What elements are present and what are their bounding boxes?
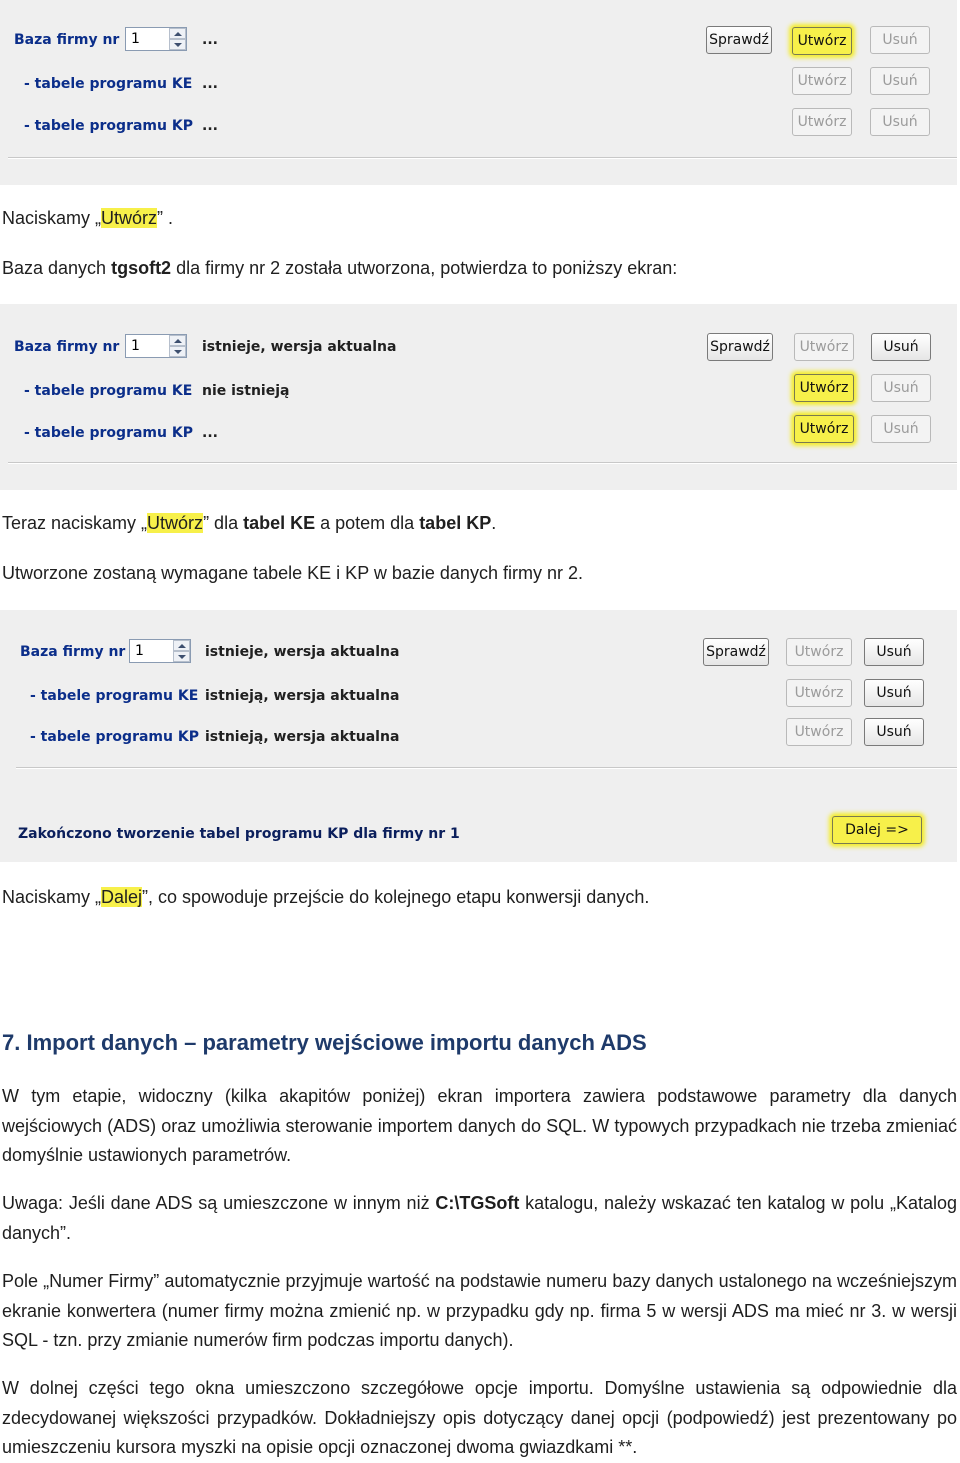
spinner-down-icon[interactable] <box>173 651 190 662</box>
create-database-button[interactable]: Utwórz <box>794 333 854 361</box>
paragraph-3 <box>2 1267 957 1356</box>
row-label-ke: - tabele programu KE <box>24 383 193 399</box>
delete-ke-button[interactable]: Usuń <box>871 374 931 402</box>
firm-number-spinner[interactable] <box>129 639 191 663</box>
check-button[interactable]: Sprawdź <box>703 638 769 666</box>
create-kp-button[interactable]: Utwórz <box>786 718 852 746</box>
text: dla firmy nr 2 została utworzona, potwierdza to poniższy ekran: <box>171 258 678 278</box>
row-status-ke: istnieją, wersja aktualna <box>205 688 400 704</box>
delete-database-button[interactable]: Usuń <box>864 638 924 666</box>
paragraph-text <box>2 1189 957 1248</box>
text: ”, co spowoduje przejście do kolejnego etapu konwersji danych. <box>142 887 650 907</box>
paragraph-text: W dolnej części tego okna umieszczono szczegółowe opcje importu. Domyślne ustawienia są odpowiednie dla zdecydowanej większości przypadków. Dokładniejszy opis dotyczący danej opcji (podpowiedź) jest prezentowany po umieszczeniu kursora myszki na opisie opcji oznaczonej dwoma gwiazdkami **. <box>2 1378 957 1457</box>
spinner-value: 1 <box>131 31 140 47</box>
spinner-down-icon[interactable] <box>169 346 186 357</box>
check-button[interactable]: Sprawdź <box>707 333 773 361</box>
highlighted-text: Utwórz <box>147 513 204 533</box>
firm-number-spinner[interactable] <box>125 334 187 358</box>
row-label-database: Baza firmy nr <box>14 32 120 48</box>
paragraph-text: W tym etapie, widoczny (kilka akapitów poniżej) ekran importera zawiera podstawowe parametry dla danych wejściowych (ADS) oraz umożliwia sterowanie importem danych do SQL. W typowych przypadkach nie trzeba zmieniać domyślnie ustawionych parametrów. <box>2 1086 957 1165</box>
row-status-database: istnieje, wersja aktualna <box>205 644 400 660</box>
spinner-up-icon[interactable] <box>173 640 190 651</box>
create-kp-button[interactable]: Utwórz <box>792 108 852 136</box>
section-heading: 7. Import danych – parametry wejściowe importu danych ADS <box>2 1030 647 1055</box>
row-status-ke: nie istnieją <box>202 383 290 399</box>
row-status-database: ... <box>202 32 218 48</box>
paragraph-1 <box>2 1082 957 1171</box>
next-button[interactable]: Dalej => <box>832 816 922 844</box>
delete-ke-button[interactable]: Usuń <box>870 67 930 95</box>
bold-text: tabel KE <box>243 513 316 533</box>
completion-message: Zakończono tworzenie tabel programu KP dla firmy nr 1 <box>18 826 460 842</box>
instruction-line-4: Utworzone zostaną wymagane tabele KE i KP w bazie danych firmy nr 2. <box>2 563 583 583</box>
bold-text: C:\TGSoft <box>435 1193 520 1213</box>
delete-kp-button[interactable]: Usuń <box>870 108 930 136</box>
text: a potem dla <box>315 513 420 533</box>
create-ke-button[interactable]: Utwórz <box>794 374 854 402</box>
row-label-kp: - tabele programu KP <box>24 118 193 134</box>
row-label-kp: - tabele programu KP <box>24 425 193 441</box>
row-label-kp: - tabele programu KP <box>30 729 199 745</box>
delete-database-button[interactable]: Usuń <box>870 26 930 54</box>
bold-text: tgsoft2 <box>111 258 172 278</box>
screenshot-panel-1 <box>0 0 957 185</box>
create-kp-button[interactable]: Utwórz <box>794 415 854 443</box>
paragraph-2 <box>2 1189 957 1248</box>
separator <box>16 767 957 768</box>
highlighted-text: Utwórz <box>101 208 158 228</box>
spinner-up-icon[interactable] <box>169 28 186 39</box>
separator <box>8 157 957 158</box>
row-status-kp: istnieją, wersja aktualna <box>205 729 400 745</box>
text: Baza danych <box>2 258 112 278</box>
spinner-value: 1 <box>135 643 144 659</box>
highlighted-text: Dalej <box>101 887 143 907</box>
row-label-ke: - tabele programu KE <box>30 688 199 704</box>
text: ” . <box>157 208 174 228</box>
text: Naciskamy „ <box>2 208 102 228</box>
spinner-up-icon[interactable] <box>169 335 186 346</box>
text: Teraz naciskamy „ <box>2 513 148 533</box>
text: Uwaga: Jeśli dane ADS są umieszczone w innym niż <box>2 1193 436 1213</box>
delete-kp-button[interactable]: Usuń <box>871 415 931 443</box>
text: . <box>491 513 497 533</box>
row-status-ke: ... <box>202 76 218 92</box>
spinner-down-icon[interactable] <box>169 39 186 50</box>
separator <box>8 462 957 463</box>
row-status-kp: ... <box>202 425 218 441</box>
delete-kp-button[interactable]: Usuń <box>864 718 924 746</box>
instruction-line-1 <box>2 208 173 229</box>
spinner-value: 1 <box>131 338 140 354</box>
paragraph-4 <box>2 1374 957 1463</box>
screenshot-panel-3 <box>0 610 957 862</box>
row-label-ke: - tabele programu KE <box>24 76 193 92</box>
create-ke-button[interactable]: Utwórz <box>792 67 852 95</box>
create-database-button[interactable]: Utwórz <box>786 638 852 666</box>
create-database-button[interactable]: Utwórz <box>792 27 852 55</box>
row-status-database: istnieje, wersja aktualna <box>202 339 397 355</box>
instruction-line-5 <box>2 887 649 908</box>
check-button[interactable]: Sprawdź <box>706 26 772 54</box>
delete-database-button[interactable]: Usuń <box>871 333 931 361</box>
text: katalogu, należy wskazać ten katalog w polu „Katalog danych”. <box>2 1193 957 1243</box>
paragraph-text: Pole „Numer Firmy” automatycznie przyjmuje wartość na podstawie numeru bazy danych ustalonego na wcześniejszym ekranie konwertera (numer firmy można zmienić np. w przypadku gdy np. firma 5 w wersji ADS ma mieć nr 3. w wersji SQL - tzn. przy zmianie numerów firm podczas importu danych). <box>2 1271 957 1350</box>
instruction-line-2 <box>2 258 677 279</box>
firm-number-spinner[interactable] <box>125 27 187 51</box>
text: Naciskamy „ <box>2 887 102 907</box>
screenshot-panel-2 <box>0 304 957 490</box>
row-label-database: Baza firmy nr <box>20 644 126 660</box>
delete-ke-button[interactable]: Usuń <box>864 679 924 707</box>
bold-text: tabel KP <box>419 513 492 533</box>
row-status-kp: ... <box>202 118 218 134</box>
row-label-database: Baza firmy nr <box>14 339 120 355</box>
create-ke-button[interactable]: Utwórz <box>786 679 852 707</box>
instruction-line-3 <box>2 513 496 534</box>
text: ” dla <box>203 513 244 533</box>
